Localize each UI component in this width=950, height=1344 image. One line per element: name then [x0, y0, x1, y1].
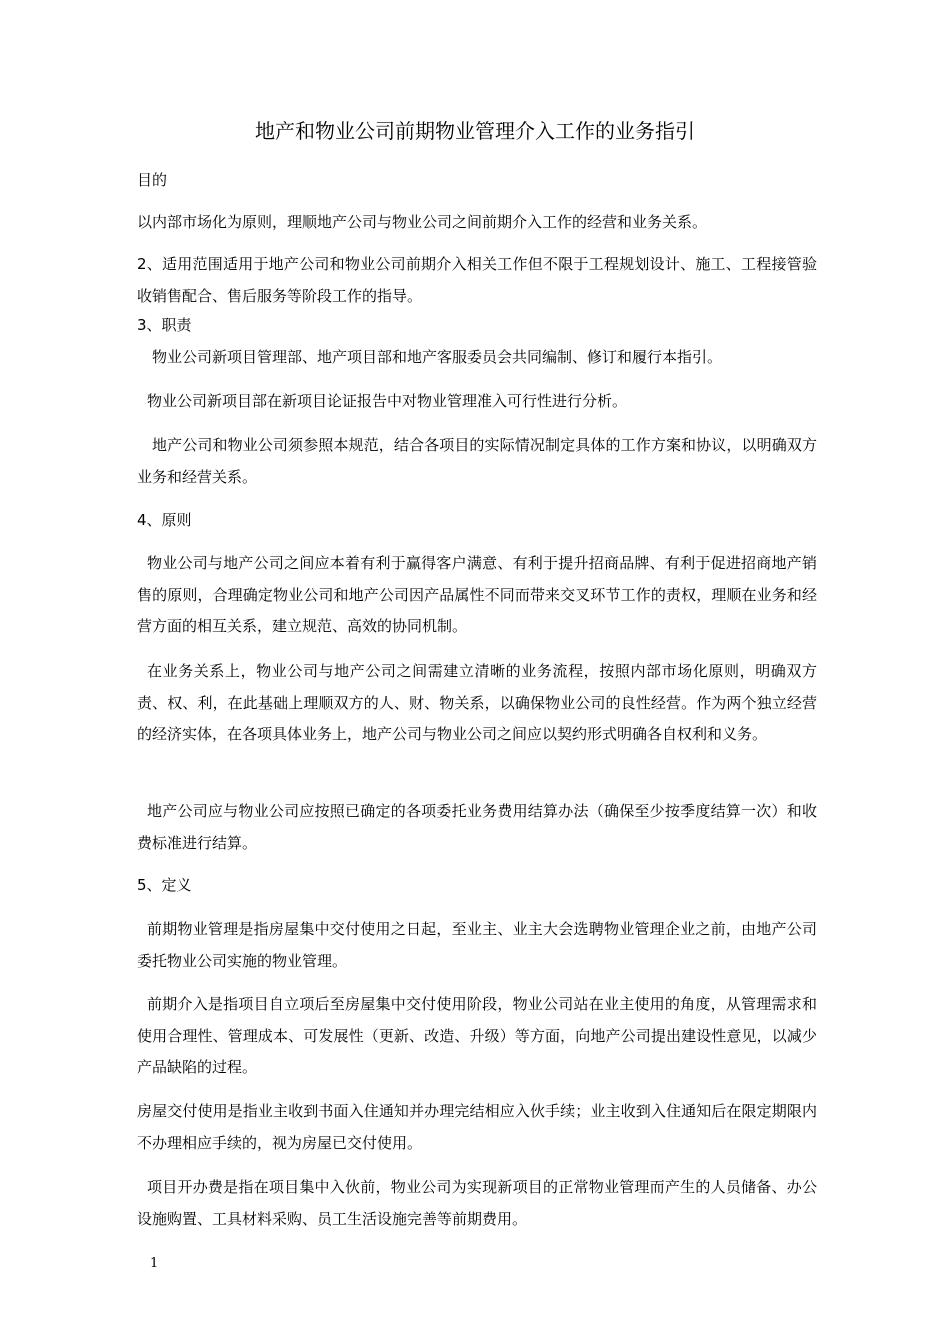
- paragraph-duty-1: 物业公司新项目管理部、地产项目部和地产客服委员会共同编制、修订和履行本指引。: [152, 348, 723, 366]
- paragraph-duty-3: 地产公司和物业公司须参照本规范，结合各项目的实际情况制定具体的工作方案和协议，以明确双方业务和经营关系。: [137, 436, 817, 486]
- page-number: 1: [150, 1256, 159, 1271]
- paragraph-definition-2: 前期介入是指项目自立项后至房屋集中交付使用阶段，物业公司站在业主使用的角度，从管理需求和使用合理性、管理成本、可发展性（更新、改造、升级）等方面，向地产公司提出建设性意见，以减少产品缺陷的过程。: [137, 995, 817, 1076]
- paragraph-principle-3: 地产公司应与物业公司应按照已确定的各项委托业务费用结算办法（确保至少按季度结算一次）和收费标准进行结算。: [137, 802, 817, 852]
- section-heading-duties: 3、职责: [137, 316, 192, 334]
- paragraph-definition-4: 项目开办费是指在项目集中入伙前，物业公司为实现新项目的正常物业管理而产生的人员储备、办公设施购置、工具材料采购、员工生活设施完善等前期费用。: [137, 1178, 817, 1228]
- section-heading-principles: 4、原则: [137, 511, 192, 529]
- paragraph-scope: 2、适用范围适用于地产公司和物业公司前期介入相关工作但不限于工程规划设计、施工、工程接管验收销售配合、售后服务等阶段工作的指导。: [137, 255, 817, 305]
- section-heading-definitions: 5、定义: [137, 876, 192, 894]
- paragraph-definition-1: 前期物业管理是指房屋集中交付使用之日起，至业主、业主大会选聘物业管理企业之前，由地产公司委托物业公司实施的物业管理。: [137, 920, 817, 970]
- paragraph-principle-2: 在业务关系上，物业公司与地产公司之间需建立清晰的业务流程，按照内部市场化原则，明确双方责、权、利，在此基础上理顺双方的人、财、物关系，以确保物业公司的良性经营。作为两个独立经营的经济实体，在各项具体业务上，地产公司与物业公司之间应以契约形式明确各自权利和义务。: [137, 662, 817, 743]
- document-title: 地产和物业公司前期物业管理介入工作的业务指引: [255, 119, 695, 143]
- paragraph-definition-3: 房屋交付使用是指业主收到书面入住通知并办理完结相应入伙手续；业主收到入住通知后在限定期限内不办理相应手续的，视为房屋已交付使用。: [137, 1102, 817, 1152]
- section-heading-purpose: 目的: [137, 171, 168, 189]
- paragraph-principle-1: 物业公司与地产公司之间应本着有利于赢得客户满意、有利于提升招商品牌、有利于促进招商地产销售的原则，合理确定物业公司和地产公司因产品属性不同而带来交叉环节工作的责权，理顺在业务和经营方面的相互关系，建立规范、高效的协同机制。: [137, 554, 817, 635]
- paragraph-purpose: 以内部市场化为原则，理顺地产公司与物业公司之间前期介入工作的经营和业务关系。: [137, 213, 708, 231]
- paragraph-duty-2: 物业公司新项目部在新项目论证报告中对物业管理准入可行性进行分析。: [147, 392, 628, 410]
